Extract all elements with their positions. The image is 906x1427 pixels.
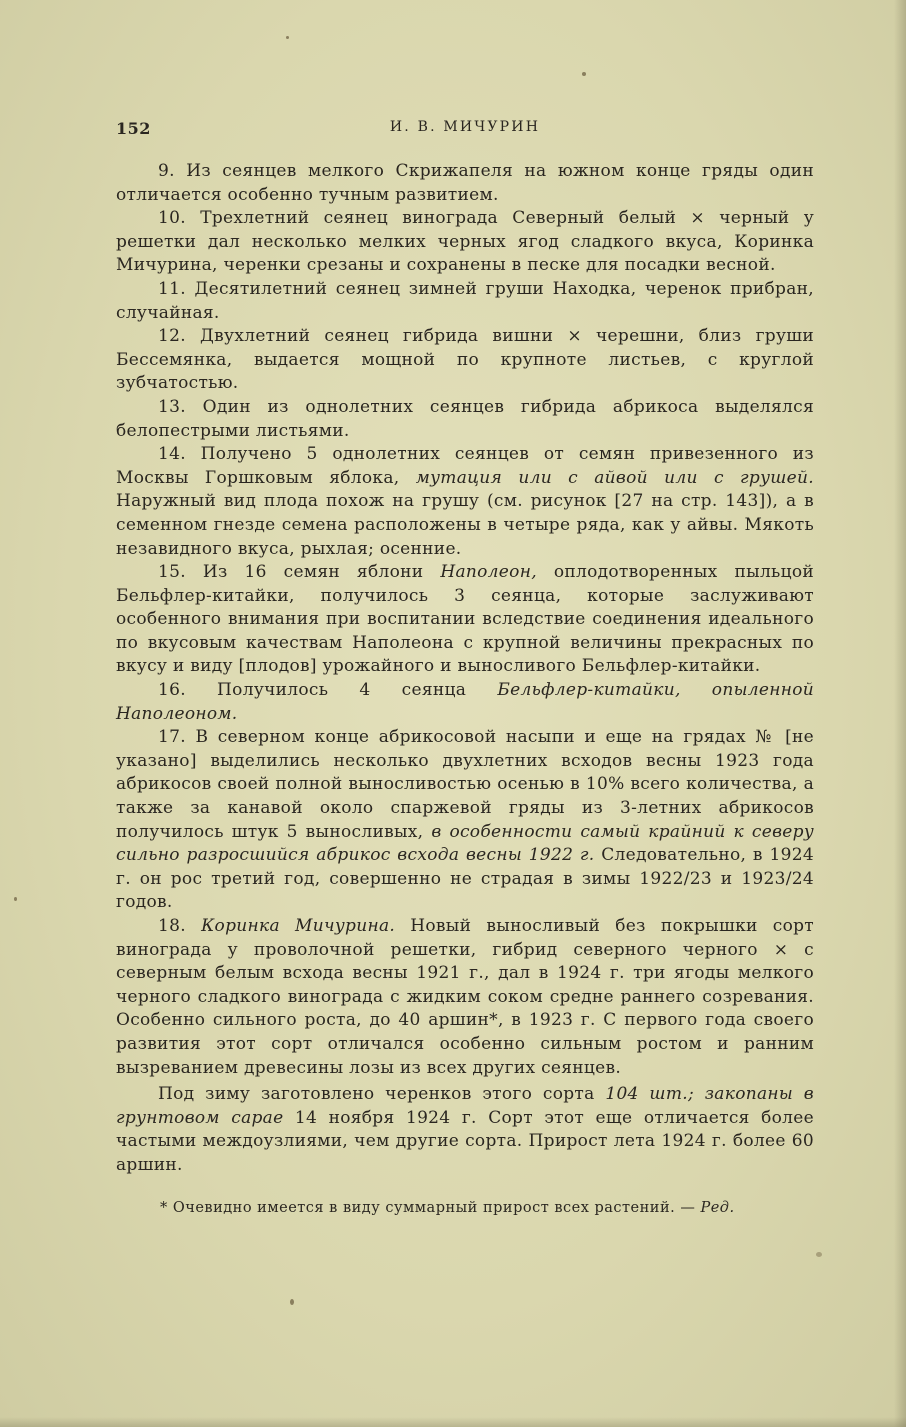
paragraph-cuttings — [116, 1083, 814, 1177]
paragraph-15-text-a: 15. Из 16 семян яблони — [158, 562, 441, 583]
paragraph-17-text-a: 17. В северном конце абрикосовой насыпи и еще на грядах № [не указано] выделились несколько двухлетних всходов весны 1923 года абрикосов своей полной выносливостью осенью в 10% всего количества, а также за канавой около спаржевой гряды из 3-летних абрикосов получилось штук 5 выносливых, — [116, 727, 814, 842]
paragraph-cuttings-italic-count: 104 шт.; — [605, 1084, 694, 1105]
paragraph-16-text-a: 16. Получилось 4 сеянца — [158, 680, 498, 701]
paragraph-14-text-b: Наружный вид плода похож на грушу (см. рисунок [27 на стр. 143]), а в семенном гнезде семена расположены в четыре ряда, как у айвы. Мякоть незавидного вкуса, рыхлая; осенние. — [116, 491, 814, 559]
page-header — [116, 119, 814, 141]
paragraph-10: 10. Трехлетний сеянец винограда Северный белый × черный у решетки дал несколько мелких черных ягод сладкого вкуса, Коринка Мичурина, черенки срезаны и сохранены в песке для посадки весной. — [116, 208, 814, 276]
paragraph-17-text-b: Следовательно, в 1924 г. он рос третий год, совершенно не страдая в зимы 1922/23 и 1923/24 годов. — [116, 845, 814, 913]
paper-speck — [286, 36, 289, 39]
paragraph-18-text-b: Новый выносливый без покрышки сорт винограда у проволочной решетки, гибрид северного черного × с северным белым всхода весны 1921 г., дал в 1924 г. три ягоды мелкого черного сладкого винограда с жидким соком средне раннего созревания. Особенно сильного роста, до 40 аршин*, в 1923 г. С первого года своего развития этот сорт отличался особенно сильным ростом и ранним вызреванием древесины лозы из всех других сеянцев. — [116, 916, 815, 1078]
paragraph-18 — [116, 915, 814, 1080]
paragraph-18-text-a: 18. — [158, 916, 202, 936]
paragraph-cuttings-text-b: 14 ноября 1924 г. Сорт этот еще отличается более частыми междоузлиями, чем другие сорта. Прирост лета 1924 г. более 60 аршин. — [116, 1107, 815, 1175]
running-head: И. В. МИЧУРИН — [389, 119, 541, 135]
paragraph-15-italic: Наполеон, — [440, 562, 537, 583]
footnote-text: * Очевидно имеется в виду суммарный прирост всех растений. — — [160, 1200, 701, 1216]
paragraph-14-text-a: 14. Получено 5 однолетних сеянцев от семян привезенного из Москвы Горшковым яблока, — [116, 444, 814, 488]
paragraph-16 — [116, 679, 814, 726]
paragraph-14-italic: мутация или с айвой или с грушей. — [415, 467, 814, 488]
paper-speck — [290, 1299, 294, 1305]
paragraph-18-italic: Коринка Мичурина. — [201, 916, 396, 936]
body-text — [116, 160, 814, 1178]
paragraph-9: 9. Из сеянцев мелкого Скрижапеля на южном конце гряды один отличается особенно тучным развитием. — [116, 161, 814, 205]
paper-speck — [816, 1252, 822, 1257]
footnote — [160, 1200, 800, 1216]
paper-speck — [582, 72, 586, 76]
paragraph-11: 11. Десятилетний сеянец зимней груши Находка, черенок прибран, случайная. — [116, 278, 814, 323]
page-edge-shadow — [894, 0, 906, 1427]
page-edge-shadow-bottom — [0, 1417, 906, 1427]
paragraph-cuttings-text-a: Под зиму заготовлено черенков этого сорта — [158, 1084, 606, 1105]
paragraph-15 — [116, 561, 814, 679]
page-number: 152 — [116, 119, 151, 138]
paragraph-17 — [116, 726, 814, 915]
paragraph-17-italic: в особенности самый крайний к северу сильно разросшийся абрикос всхода весны 1922 г. — [116, 821, 814, 866]
paragraph-16-italic: Бельфлер-китайки, опыленной Наполеоном. — [116, 680, 814, 724]
paragraph-15-text-b: оплодотворенных пыльцой Бельфлер-китайки, получилось 3 сеянца, которые заслуживают особенного внимания при воспитании вследствие соединения идеального по вкусовым качествам Наполеона с крупной величины прекрасных по вкусу и виду [плодов] урожайного и выносливого Бельфлер-китайки. — [116, 562, 815, 677]
footnote-editor-mark: Ред. — [700, 1200, 735, 1216]
paragraph-14 — [116, 443, 814, 561]
paragraph-13: 13. Один из однолетних сеянцев гибрида абрикоса выделялся белопестрыми листьями. — [116, 396, 814, 441]
paper-speck — [14, 897, 17, 901]
paragraph-cuttings-italic-place: закопаны в грунтовом сарае — [116, 1084, 814, 1128]
paragraph-12: 12. Двухлетний сеянец гибрида вишни × черешни, близ груши Бессемянка, выдается мощной по крупноте листьев, с круглой зубчатостью. — [116, 326, 814, 394]
